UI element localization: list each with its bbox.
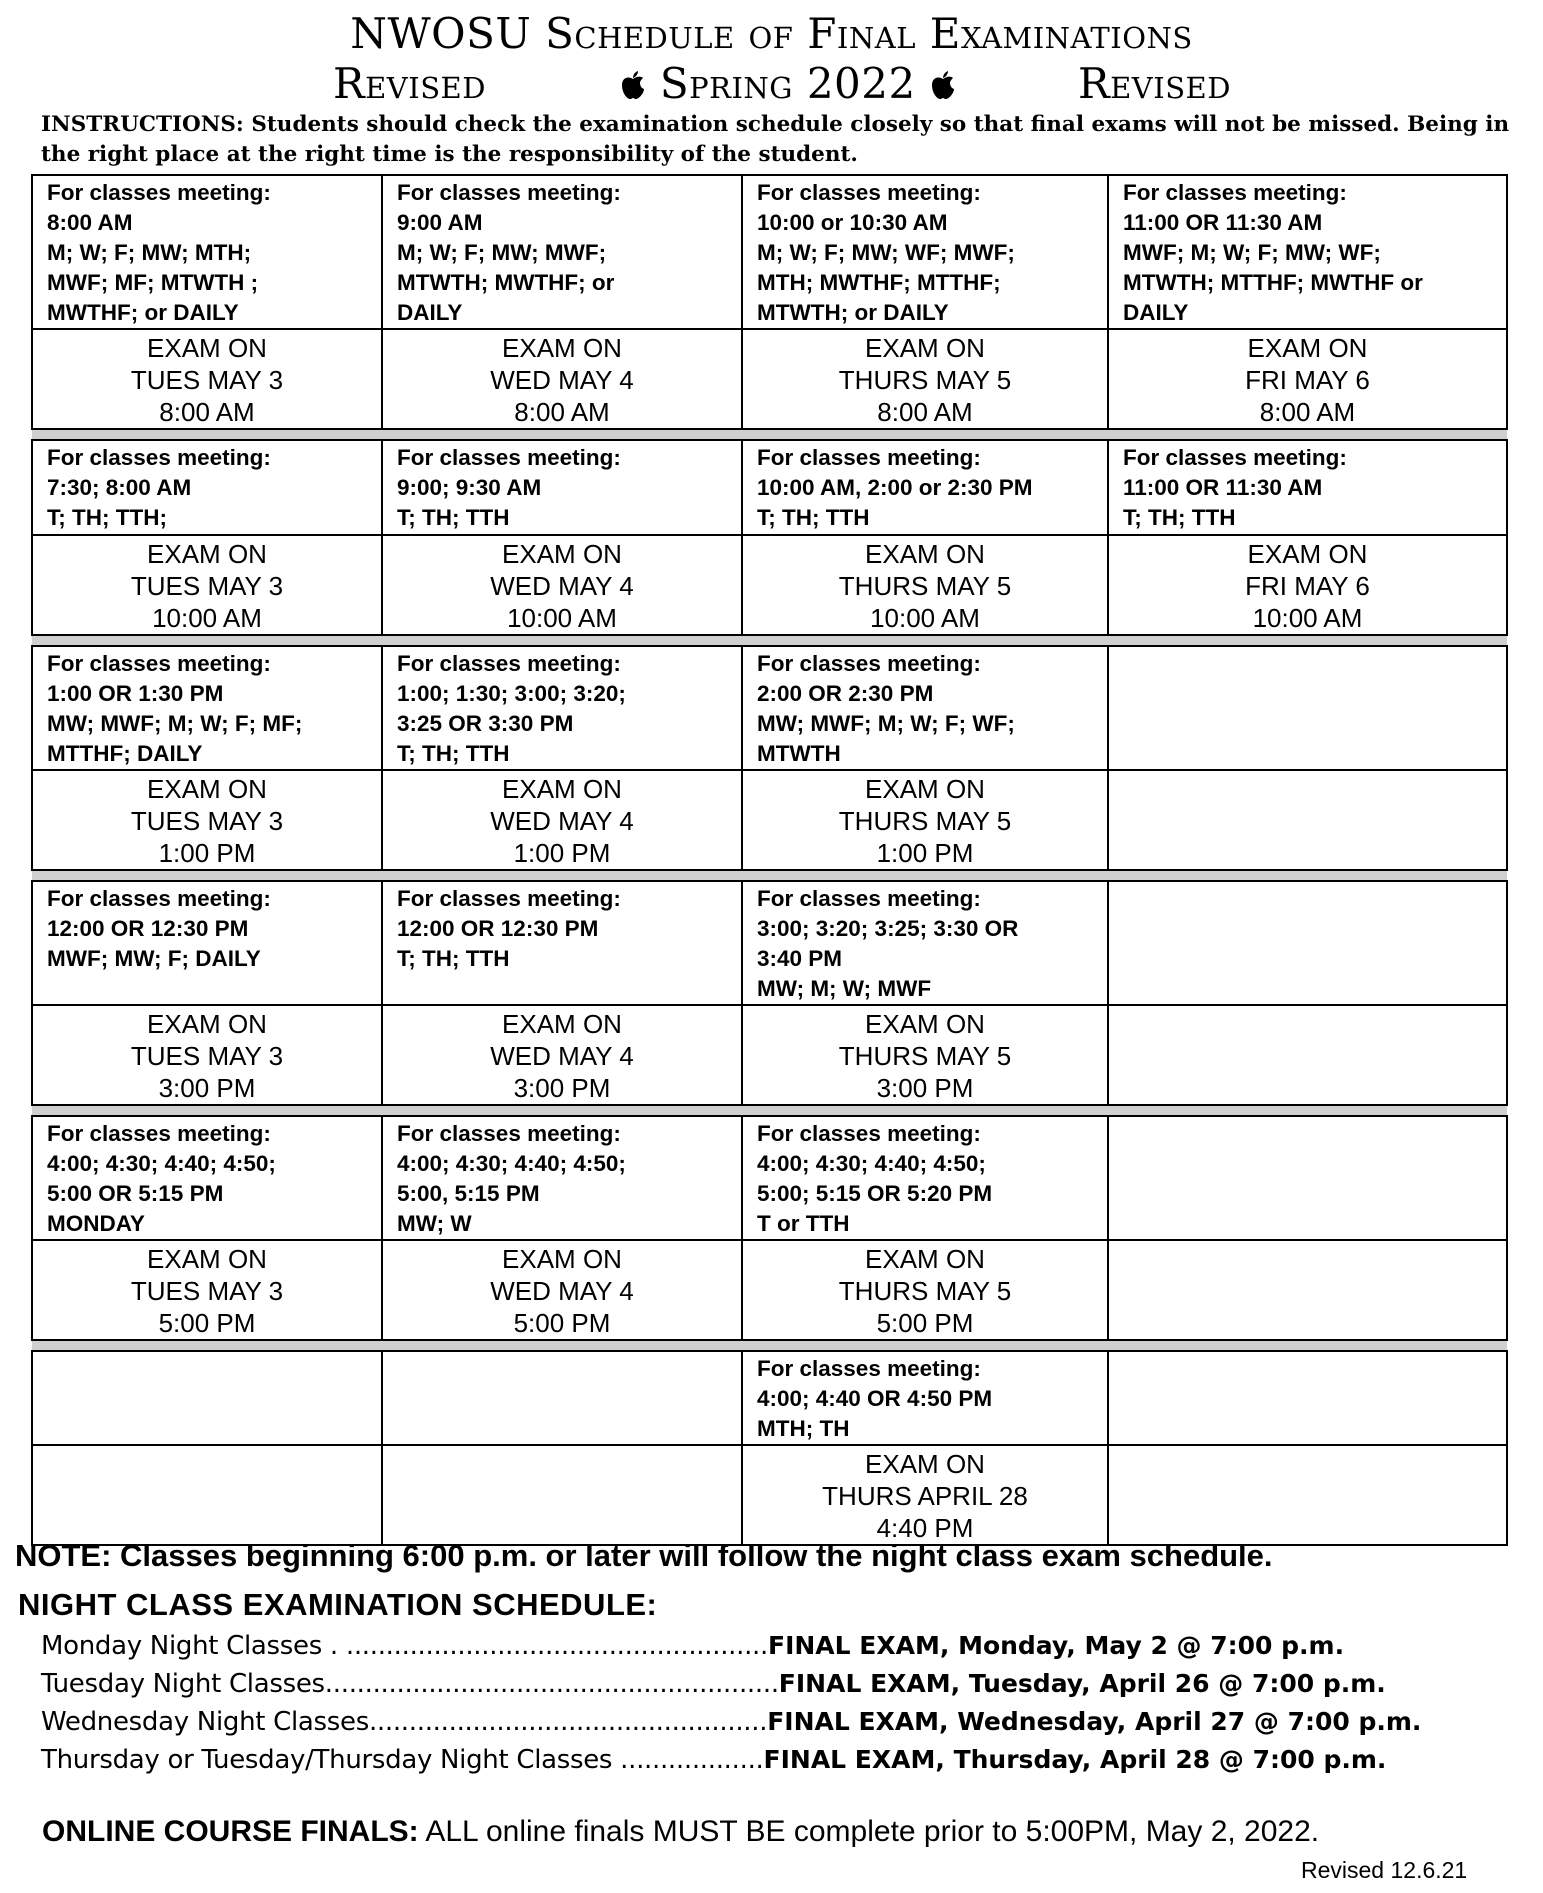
- class-meeting-cell: For classes meeting: 1:00; 1:30; 3:00; 3:20; 3:25 OR 3:30 PM T; TH; TTH: [382, 646, 742, 770]
- exam-line: TUES MAY 3: [130, 806, 284, 836]
- class-meeting-cell: [1108, 646, 1507, 770]
- exam-time-cell: [32, 770, 382, 870]
- class-meeting-cell: [32, 1351, 382, 1445]
- exam-line: THURS MAY 5: [838, 1276, 1012, 1306]
- separator-cell: [32, 1105, 382, 1116]
- exam-line: THURS MAY 5: [838, 1041, 1012, 1071]
- class-meeting-cell: For classes meeting: 8:00 AM M; W; F; MW; MTH; MWF; MF; MTWTH ; MWTHF; or DAILY: [32, 175, 382, 329]
- exam-time-cell: [382, 535, 742, 635]
- night-class-note: NOTE: Classes beginning 6:00 p.m. or later will follow the night class exam schedule.: [15, 1538, 1273, 1573]
- exam-line: EXAM ON: [147, 774, 267, 804]
- exam-line: TUES MAY 3: [130, 571, 284, 601]
- exam-time-cell: [1108, 1240, 1507, 1340]
- night-row-label: Thursday or Tuesday/Thursday Night Classes ..................: [41, 1745, 764, 1775]
- exam-schedule-table: [31, 174, 1508, 1546]
- separator-cell: [382, 429, 742, 440]
- exam-time-cell: [382, 1445, 742, 1545]
- exam-line: 10:00 AM: [1252, 603, 1363, 633]
- block-separator: [32, 870, 1507, 881]
- separator-cell: [382, 870, 742, 881]
- exam-line: TUES MAY 3: [130, 1041, 284, 1071]
- night-row-label: Wednesday Night Classes..................................................: [41, 1707, 768, 1737]
- separator-cell: [32, 870, 382, 881]
- exam-line: 1:00 PM: [158, 838, 256, 868]
- exam-time-cell: [32, 1005, 382, 1105]
- exam-line: EXAM ON: [865, 774, 985, 804]
- revised-date: Revised 12.6.21: [1301, 1857, 1468, 1883]
- exam-line: WED MAY 4: [490, 1041, 634, 1071]
- exam-time-cell: [1108, 770, 1507, 870]
- exam-time-cell: [1108, 329, 1507, 429]
- separator-cell: [32, 429, 382, 440]
- night-row-final: FINAL EXAM, Thursday, April 28 @ 7:00 p.m.: [763, 1745, 1387, 1774]
- block-separator: [32, 1340, 1507, 1351]
- exam-line: EXAM ON: [865, 1244, 985, 1274]
- exam-line: 5:00 PM: [876, 1308, 974, 1338]
- exam-line: 8:00 AM: [514, 397, 610, 427]
- exam-time-cell: [1108, 1445, 1507, 1545]
- class-meeting-cell: [1108, 881, 1507, 1005]
- exam-time-cell: [742, 1240, 1108, 1340]
- exam-line: EXAM ON: [502, 1244, 622, 1274]
- exam-time-cell: [32, 1240, 382, 1340]
- meeting-row: [32, 646, 1507, 770]
- exam-line: FRI MAY 6: [1245, 571, 1370, 601]
- meeting-row: [32, 1116, 1507, 1240]
- class-meeting-cell: For classes meeting: 10:00 or 10:30 AM M; W; F; MW; WF; MWF; MTH; MWTHF; MTTHF; MTWTH; or DAILY: [742, 175, 1108, 329]
- separator-cell: [742, 429, 1108, 440]
- exam-line: EXAM ON: [147, 1009, 267, 1039]
- exam-line: 10:00 AM: [870, 603, 980, 633]
- exam-row: [32, 329, 1507, 429]
- exam-time-cell: [742, 535, 1108, 635]
- exam-line: THURS MAY 5: [838, 571, 1012, 601]
- exam-line: EXAM ON: [502, 539, 622, 569]
- exam-line: WED MAY 4: [490, 806, 634, 836]
- class-meeting-cell: For classes meeting: 11:00 OR 11:30 AM T; TH; TTH: [1108, 440, 1507, 535]
- exam-line: 3:00 PM: [513, 1073, 611, 1103]
- separator-cell: [1108, 1340, 1507, 1351]
- meeting-row: [32, 1351, 1507, 1445]
- class-meeting-cell: For classes meeting: 11:00 OR 11:30 AM MWF; M; W; F; MW; WF; MTWTH; MTTHF; MWTHF or DAILY: [1108, 175, 1507, 329]
- separator-cell: [382, 1105, 742, 1116]
- exam-time-cell: [32, 329, 382, 429]
- night-row-wednesday: [41, 1705, 1541, 1739]
- separator-cell: [1108, 1105, 1507, 1116]
- revised-label-right: Revised: [1078, 59, 1231, 108]
- class-meeting-cell: For classes meeting: 7:30; 8:00 AM T; TH; TTH;: [32, 440, 382, 535]
- exam-time-cell: [382, 770, 742, 870]
- exam-line: 3:00 PM: [158, 1073, 256, 1103]
- exam-line: 5:00 PM: [158, 1308, 256, 1338]
- separator-cell: [742, 635, 1108, 646]
- exam-line: EXAM ON: [147, 539, 267, 569]
- exam-line: EXAM ON: [865, 1009, 985, 1039]
- exam-line: 3:00 PM: [876, 1073, 974, 1103]
- separator-cell: [1108, 635, 1507, 646]
- separator-cell: [382, 1340, 742, 1351]
- meeting-row: [32, 881, 1507, 1005]
- class-meeting-cell: [1108, 1116, 1507, 1240]
- separator-cell: [1108, 870, 1507, 881]
- separator-cell: [1108, 429, 1507, 440]
- exam-row: [32, 1445, 1507, 1545]
- exam-time-cell: [32, 535, 382, 635]
- separator-cell: [742, 1340, 1108, 1351]
- exam-row: [32, 770, 1507, 870]
- exam-row: [32, 1240, 1507, 1340]
- exam-time-cell: [382, 1005, 742, 1105]
- class-meeting-cell: For classes meeting: 12:00 OR 12:30 PM T; TH; TTH: [382, 881, 742, 1005]
- night-row-label: Tuesday Night Classes.........................................................: [41, 1669, 779, 1699]
- exam-line: 1:00 PM: [876, 838, 974, 868]
- revised-label-left: Revised: [333, 59, 486, 108]
- instructions: INSTRUCTIONS: Students should check the examination schedule closely so that final exams will not be missed. Being in the right place at the right time is the responsibility of the student.: [41, 112, 1510, 167]
- exam-time-cell: [1108, 535, 1507, 635]
- online-finals-label: ONLINE COURSE FINALS:: [42, 1815, 419, 1848]
- exam-time-cell: [382, 1240, 742, 1340]
- exam-line: 8:00 AM: [877, 397, 973, 427]
- exam-line: THURS MAY 5: [838, 806, 1012, 836]
- exam-line: EXAM ON: [1247, 539, 1368, 569]
- exam-line: EXAM ON: [865, 539, 985, 569]
- apple-icon: [620, 70, 646, 100]
- online-finals-note: [42, 1814, 1319, 1850]
- exam-line: EXAM ON: [1247, 333, 1368, 363]
- exam-time-cell: [32, 1445, 382, 1545]
- exam-line: WED MAY 4: [490, 571, 634, 601]
- exam-time-cell: [742, 1445, 1108, 1545]
- meeting-row: [32, 175, 1507, 329]
- separator-cell: [742, 870, 1108, 881]
- exam-line: EXAM ON: [502, 333, 622, 363]
- exam-line: TUES MAY 3: [130, 1276, 284, 1306]
- night-row-label: Monday Night Classes . .....................................................: [41, 1631, 768, 1661]
- term-label-group: [620, 58, 956, 110]
- class-meeting-cell: For classes meeting: 4:00; 4:30; 4:40; 4:50; 5:00, 5:15 PM MW; W: [382, 1116, 742, 1240]
- class-meeting-cell: For classes meeting: 9:00 AM M; W; F; MW; MWF; MTWTH; MWTHF; or DAILY: [382, 175, 742, 329]
- exam-line: 1:00 PM: [513, 838, 611, 868]
- block-separator: [32, 635, 1507, 646]
- class-meeting-cell: For classes meeting: 9:00; 9:30 AM T; TH; TTH: [382, 440, 742, 535]
- exam-line: WED MAY 4: [490, 1276, 634, 1306]
- class-meeting-cell: For classes meeting: 1:00 OR 1:30 PM MW; MWF; M; W; F; MF; MTTHF; DAILY: [32, 646, 382, 770]
- exam-line: 4:40 PM: [876, 1513, 974, 1543]
- exam-line: EXAM ON: [147, 333, 267, 363]
- exam-line: EXAM ON: [502, 1009, 622, 1039]
- exam-time-cell: [382, 329, 742, 429]
- online-finals-text: ALL online finals MUST BE complete prior to 5:00PM, May 2, 2022.: [418, 1815, 1320, 1848]
- exam-line: THURS MAY 5: [838, 365, 1012, 395]
- page-title: NWOSU Schedule of Final Examinations: [350, 9, 1193, 58]
- class-meeting-cell: For classes meeting: 4:00; 4:30; 4:40; 4:50; 5:00; 5:15 OR 5:20 PM T or TTH: [742, 1116, 1108, 1240]
- exam-line: 10:00 AM: [152, 603, 262, 633]
- separator-cell: [32, 635, 382, 646]
- separator-cell: [742, 1105, 1108, 1116]
- exam-line: WED MAY 4: [490, 365, 634, 395]
- class-meeting-cell: For classes meeting: 12:00 OR 12:30 PM MWF; MW; F; DAILY: [32, 881, 382, 1005]
- exam-line: THURS APRIL 28: [822, 1481, 1028, 1511]
- exam-line: EXAM ON: [147, 1244, 267, 1274]
- exam-time-cell: [742, 329, 1108, 429]
- exam-time-cell: [1108, 1005, 1507, 1105]
- exam-line: FRI MAY 6: [1245, 365, 1370, 395]
- block-separator: [32, 1105, 1507, 1116]
- exam-line: 5:00 PM: [513, 1308, 611, 1338]
- night-row-monday: [41, 1629, 1541, 1663]
- block-separator: [32, 429, 1507, 440]
- class-meeting-cell: [382, 1351, 742, 1445]
- meeting-row: [32, 440, 1507, 535]
- exam-row: [32, 535, 1507, 635]
- separator-cell: [32, 1340, 382, 1351]
- class-meeting-cell: For classes meeting: 10:00 AM, 2:00 or 2:30 PM T; TH; TTH: [742, 440, 1108, 535]
- night-schedule-title: NIGHT CLASS EXAMINATION SCHEDULE:: [18, 1587, 658, 1622]
- apple-icon: [930, 70, 956, 100]
- exam-line: EXAM ON: [865, 333, 985, 363]
- exam-line: EXAM ON: [502, 774, 622, 804]
- exam-line: 10:00 AM: [507, 603, 617, 633]
- night-row-final: FINAL EXAM, Monday, May 2 @ 7:00 p.m.: [768, 1631, 1345, 1660]
- night-row-thursday: [41, 1743, 1541, 1777]
- class-meeting-cell: For classes meeting: 4:00; 4:40 OR 4:50 PM MTH; TH: [742, 1351, 1108, 1445]
- night-row-final: FINAL EXAM, Tuesday, April 26 @ 7:00 p.m.: [778, 1669, 1386, 1698]
- exam-time-cell: [742, 770, 1108, 870]
- exam-row: [32, 1005, 1507, 1105]
- exam-time-cell: [742, 1005, 1108, 1105]
- class-meeting-cell: For classes meeting: 2:00 OR 2:30 PM MW; MWF; M; W; F; WF; MTWTH: [742, 646, 1108, 770]
- separator-cell: [382, 635, 742, 646]
- night-row-tuesday: [41, 1667, 1541, 1701]
- night-row-final: FINAL EXAM, Wednesday, April 27 @ 7:00 p.m.: [767, 1707, 1422, 1736]
- exam-line: EXAM ON: [865, 1449, 985, 1479]
- class-meeting-cell: For classes meeting: 3:00; 3:20; 3:25; 3:30 OR 3:40 PM MW; M; W; MWF: [742, 881, 1108, 1005]
- class-meeting-cell: For classes meeting: 4:00; 4:30; 4:40; 4:50; 5:00 OR 5:15 PM MONDAY: [32, 1116, 382, 1240]
- term-label: Spring 2022: [659, 59, 916, 108]
- class-meeting-cell: [1108, 1351, 1507, 1445]
- exam-line: 8:00 AM: [1259, 397, 1356, 427]
- exam-line: TUES MAY 3: [130, 365, 284, 395]
- exam-line: 8:00 AM: [159, 397, 255, 427]
